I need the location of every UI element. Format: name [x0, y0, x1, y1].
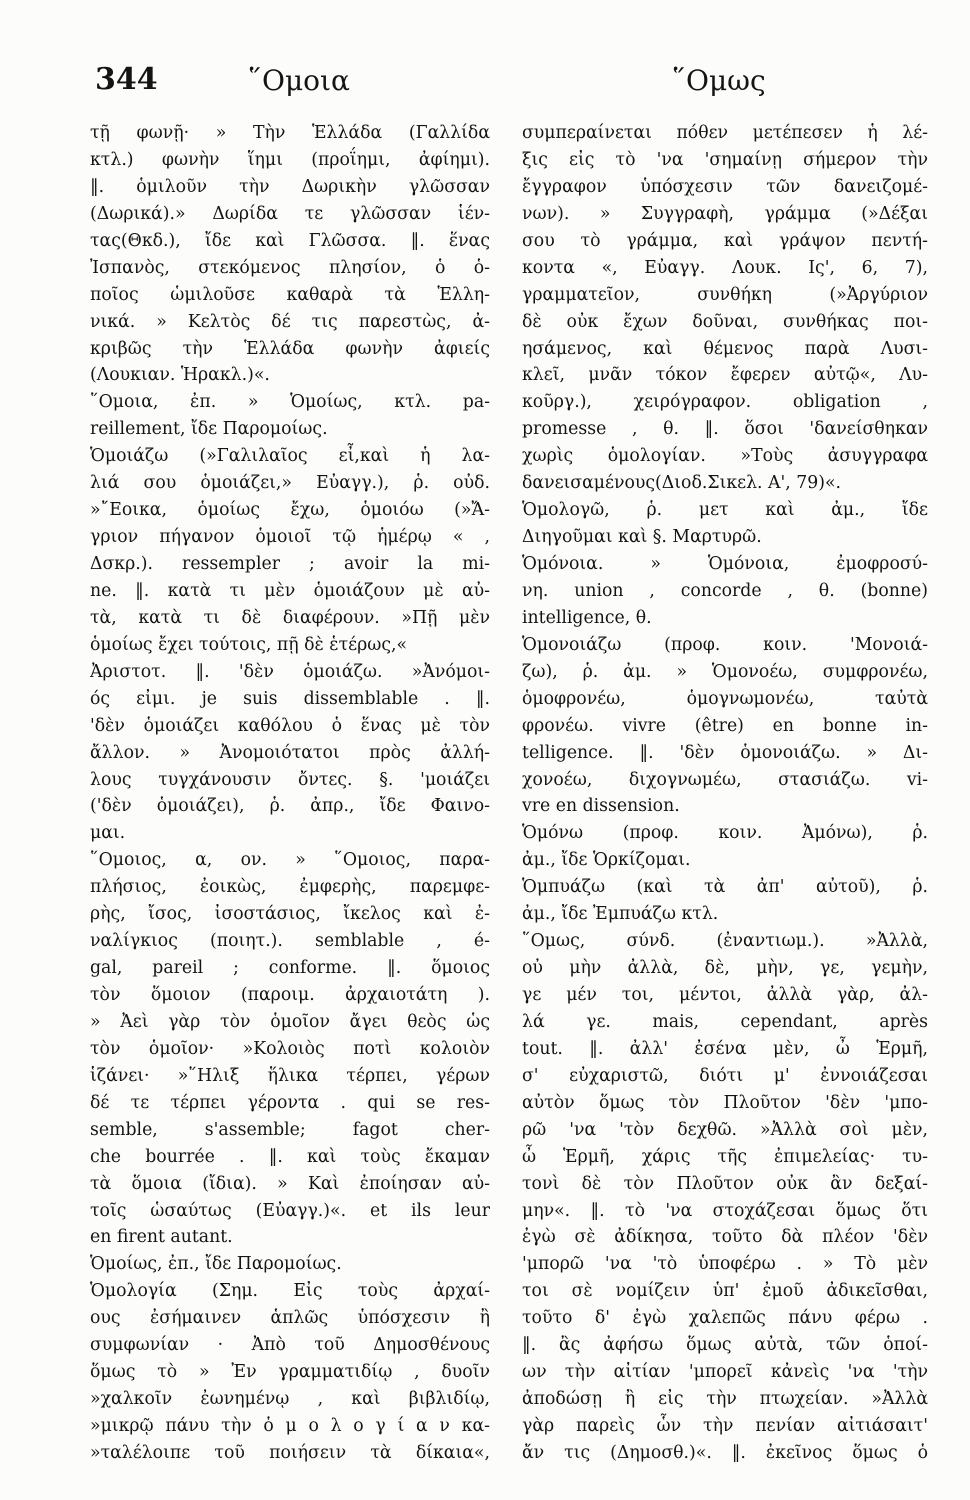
text-line: τῇ φωνῇ· » Τὴν Ἑλλάδα (Γαλλίδα [90, 123, 490, 143]
text-line: κτλ.) φωνὴν ἵημι (προΐημι, ἀφίημι). [90, 149, 490, 170]
text-line: ‖. ἂς ἀφήσω ὅμως αὐτὰ, τῶν ὁποί- [522, 1335, 928, 1356]
text-line: » Ἀεὶ γὰρ τὸν ὁμοῖον ἄγει θεὸς ὡς [90, 1011, 490, 1032]
text-line: »χαλκοῖν ἐωνημένῳ , καὶ βιβλιδίῳ, [90, 1389, 490, 1410]
text-line: »μικρῷ πάνυ τὴν ὁ μ ο λ ο γ ί α ν κα- [90, 1416, 490, 1436]
text-line: τοῖς ὡσαύτως (Εὐαγγ.)«. et ils leur [90, 1200, 490, 1221]
text-line: λιά σου ὁμοιάζει,» Εὐαγγ.), ῥ. οὐδ. [90, 473, 490, 494]
text-line: ζω), ῥ. ἀμ. » Ὁμονοέω, συμφρονέω, [522, 661, 928, 682]
text-line: ἄλλον. » Ἀνομοιότατοι πρὸς ἀλλή- [90, 742, 490, 763]
text-line: Ὁμόνοια. » Ὁμόνοια, ἐμοφροσύ- [522, 554, 928, 574]
text-line: ὦ Ἑρμῆ, χάρις τῆς ἐπιμελείας· τυ- [522, 1146, 928, 1167]
text-line: τοι σὲ νομίζειν ὑπ' ἐμοῦ ἀδικεῖσθαι, [522, 1281, 928, 1302]
right-text-column [522, 120, 928, 1467]
text-line: λους τυγχάνουσιν ὄντες. §. 'μοιάζει [90, 769, 490, 790]
text-line: ἐγὼ σὲ ἀδίκησα, τοῦτο δὰ πλέον 'δὲν [522, 1227, 928, 1248]
text-line: Ὁμολογία (Σημ. Εἰς τοὺς ἀρχαί- [90, 1281, 490, 1302]
text-line: τὰ, κατὰ τι δὲ διαφέρουν. »Πῇ μὲν [90, 607, 490, 628]
text-line: ῞Ομοια, ἐπ. » Ὁμοίως, κτλ. pa- [90, 392, 490, 413]
text-line: intelligence, θ. [522, 607, 652, 628]
text-line: νικά. » Κελτὸς δέ τις παρεστὼς, ἀ- [90, 311, 490, 332]
text-line: σ' εὐχαριστῶ, διότι μ' ἐννοιάζεσαι [522, 1065, 928, 1086]
text-line: ne. ‖. κατὰ τι μὲν ὁμοιάζουν μὲ αὐ- [90, 580, 490, 601]
text-line: μην«. ‖. τὸ 'να στοχάζεσαι ὅμως ὅτι [522, 1200, 928, 1221]
text-line: Ὁμπυάζω (καὶ τὰ ἀπ' αὐτοῦ), ῥ. [522, 877, 928, 898]
text-line: τὰ ὅμοια (ἴδια). » Καὶ ἐποίησαν αὐ- [90, 1173, 490, 1194]
text-line: ός εἰμι. je suis dissemblable . ‖. [90, 688, 490, 709]
text-line: che bourrée . ‖. καὶ τοὺς ἔκαμαν [90, 1146, 490, 1167]
text-line: τοῦτο δ' ἐγὼ χαλεπῶς πάνυ φέρω . [522, 1308, 928, 1329]
text-line: ἱζάνει· »῞Ηλιξ ἥλικα τέρπει, γέρων [90, 1065, 490, 1086]
text-line: πλήσιος, ἐοικὼς, ἐμφερὴς, παρεμφε- [90, 877, 490, 898]
page-number: 344 [95, 62, 158, 97]
right-guide-word: ῞Ομως [672, 64, 766, 97]
text-line: ναλίγκιος (ποιητ.). semblable , é- [90, 931, 490, 952]
text-line: συμπεραίνεται πόθεν μετέπεσεν ἡ λέ- [522, 123, 928, 143]
text-line: ποῖος ὡμιλοῦσε καθαρὰ τὰ Ἑλλη- [90, 284, 490, 305]
text-line: αὐτὸν ὅμως τὸν Πλοῦτον 'δὲν 'μπο- [522, 1092, 928, 1113]
left-guide-word: ῞Ομοια [248, 64, 350, 97]
text-line: ῞Ομοιος, α, ον. » ῞Ομοιος, παρα- [90, 850, 490, 871]
text-line: κοντα «, Εὐαγγ. Λουκ. Ις', 6, 7), [522, 257, 928, 278]
text-line: κοῦργ.), χειρόγραφον. obligation , [522, 392, 928, 413]
text-line: promesse , θ. ‖. ὅσοι 'δανείσθηκαν [522, 419, 928, 440]
text-line: (Δωρικά).» Δωρίδα τε γλῶσσαν ἱέν- [90, 203, 490, 224]
text-line: γὰρ παρεὶς ὧν τὴν πενίαν αἰτιάσαιτ' [522, 1416, 928, 1436]
text-line: χωρὶς ὁμολογίαν. »Τοὺς ἀσυγγραφα [522, 446, 928, 467]
text-line: χονοέω, διχογνωμέω, στασιάζω. vi- [522, 769, 928, 790]
text-line: ‖. ὁμιλοῦν τὴν Δωρικὴν γλῶσσαν [90, 176, 490, 197]
text-line: γραμματεῖον, συνθήκη (»Ἀργύριον [522, 284, 928, 305]
text-line: gal, pareil ; conforme. ‖. ὅμοιος [90, 958, 490, 979]
text-line: σου τὸ γράμμα, καὶ γράψον πεντή- [522, 230, 928, 251]
text-line: γριον πήγανον ὁμοιοῖ τῷ ἡμέρῳ « , [90, 527, 490, 548]
text-line: μαι. [90, 823, 126, 844]
text-line: ων τὴν αἰτίαν 'μπορεῖ κἀνεὶς 'να 'τὴν [522, 1362, 928, 1383]
text-line: συμφωνίαν · Ἀπὸ τοῦ Δημοσθένους [90, 1335, 490, 1356]
text-line: ὁμοίως ἔχει τούτοις, πῇ δὲ ἑτέρως,« [90, 634, 408, 655]
left-text-column [90, 120, 490, 1467]
text-line: ρὴς, ἴσος, ἰσοστάσιος, ἴκελος καὶ ἐ- [90, 904, 490, 925]
text-line: Ὁμοιάζω (»Γαλιλαῖος εἶ,καὶ ἡ λα- [90, 446, 490, 467]
text-line: ἀμ., ἴδε Ἐμπυάζω κτλ. [522, 904, 719, 925]
text-line: Ὁμοίως, ἐπ., ἴδε Παρομοίως. [90, 1254, 342, 1275]
text-line: δὲ οὐκ ἔχων δοῦναι, συνθήκας ποι- [522, 311, 928, 332]
text-line: ἔγγραφον ὑπόσχεσιν τῶν δανειζομέ- [522, 176, 928, 197]
text-line: ῞Ομως, σύνδ. (ἐναντιωμ.). »Ἀλλὰ, [522, 931, 928, 952]
text-line: Ἀριστοτ. ‖. 'δὲν ὁμοιάζω. »Ἀνόμοι- [90, 661, 490, 682]
text-line: Ἰσπανὸς, στεκόμενος πλησίον, ὁ ὁ- [90, 257, 490, 278]
text-line: φρονέω. vivre (être) en bonne in- [522, 715, 928, 736]
text-line: ὅμως τὸ » Ἐν γραμματιδίῳ , δυοῖν [90, 1362, 490, 1383]
text-line: κριβῶς τὴν Ἑλλάδα φωνὴν ἀφιείς [90, 338, 490, 359]
text-line: vre en dissension. [522, 796, 680, 817]
text-line: γε μέν τοι, μέντοι, ἀλλὰ γὰρ, ἀλ- [522, 985, 928, 1005]
text-line: reillement, ἴδε Παρομοίως. [90, 419, 328, 440]
text-line: telligence. ‖. 'δὲν ὁμονοιάζω. » Δι- [522, 742, 928, 763]
text-line: ἀποδώσῃ ἢ εἰς τὴν πτωχείαν. »Ἀλλὰ [522, 1389, 928, 1410]
text-line: δέ τε τέρπει γέροντα . qui se res- [90, 1092, 490, 1113]
text-line: ους ἐσήμαινεν ἁπλῶς ὑπόσχεσιν ἢ [90, 1308, 490, 1329]
text-line: ἀμ., ἴδε Ὁρκίζομαι. [522, 850, 691, 871]
text-line: κλεῖ, μνᾶν τόκον ἔφερεν αὐτῷ«, Λυ- [522, 365, 928, 386]
text-line: Ὁμόνω (προφ. κοιν. Ἀμόνω), ῥ. [522, 823, 928, 844]
text-line: δανεισαμένους(Διοδ.Σικελ. Α', 79)«. [522, 473, 842, 494]
text-line: »ταλέλοιπε τοῦ ποιήσειν τὰ δίκαια«, [90, 1442, 490, 1463]
text-line: ἄν τις (Δημοσθ.)«. ‖. ἐκεῖνος ὅμως ὁ [522, 1442, 928, 1463]
text-line: νων). » Συγγραφὴ, γράμμα (»Δέξαι [522, 203, 928, 224]
text-line: Ὁμολογῶ, ῥ. μετ καὶ ἀμ., ἴδε [522, 500, 928, 521]
text-line: λά γε. mais, cependant, après [522, 1011, 928, 1032]
text-line: ὁμοφρονέω, ὁμογνωμονέω, ταὐτὰ [522, 688, 928, 709]
text-line: (Λουκιαν. Ἡρακλ.)«. [90, 365, 270, 386]
text-line: τας(Θκδ.), ἴδε καὶ Γλῶσσα. ‖. ἕνας [90, 230, 490, 251]
text-line: ('δὲν ὁμοιάζει), ῥ. ἀπρ., ἴδε Φαινο- [90, 796, 490, 817]
text-line: ησάμενος, καὶ θέμενος παρὰ Λυσι- [522, 338, 928, 359]
text-line: 'δὲν ὁμοιάζει καθόλου ὁ ἕνας μὲ τὸν [90, 715, 490, 736]
running-header [0, 62, 970, 112]
text-line: τὸν ὁμοῖον· »Κολοιὸς ποτὶ κολοιὸν [90, 1038, 490, 1059]
text-line: 'μπορῶ 'να 'τὸ ὑποφέρω . » Τὸ μὲν [522, 1254, 928, 1275]
text-line: ξις εἰς τὸ 'να 'σημαίνῃ σήμερον τὴν [522, 149, 928, 170]
text-line: semble, s'assemble; fagot cher- [90, 1119, 490, 1140]
text-line: en firent autant. [90, 1227, 233, 1248]
text-line: »῎Εοικα, ὁμοίως ἔχω, ὁμοιόω (»Ἄ- [90, 500, 490, 521]
text-line: ρῶ 'να 'τὸν δεχθῶ. »Ἀλλὰ σοὶ μὲν, [522, 1119, 928, 1140]
text-line: Διηγοῦμαι καὶ §. Μαρτυρῶ. [522, 527, 762, 548]
text-line: Ὁμονοιάζω (προφ. κοιν. 'Μονοιά- [522, 634, 928, 655]
text-line: Δσκρ.). ressempler ; avoir la mi- [90, 554, 490, 574]
text-line: νη. union , concorde , θ. (bonne) [522, 580, 928, 601]
text-line: tout. ‖. ἀλλ' ἐσένα μὲν, ὦ Ἑρμῆ, [522, 1038, 928, 1059]
text-line: τὸν ὅμοιον (παροιμ. ἀρχαιοτάτη ). [90, 985, 490, 1005]
text-line: τονὶ δὲ τὸν Πλοῦτον οὐκ ἂν δεξαί- [522, 1173, 928, 1194]
text-line: οὐ μὴν ἀλλὰ, δὲ, μὴν, γε, γεμὴν, [522, 958, 928, 979]
